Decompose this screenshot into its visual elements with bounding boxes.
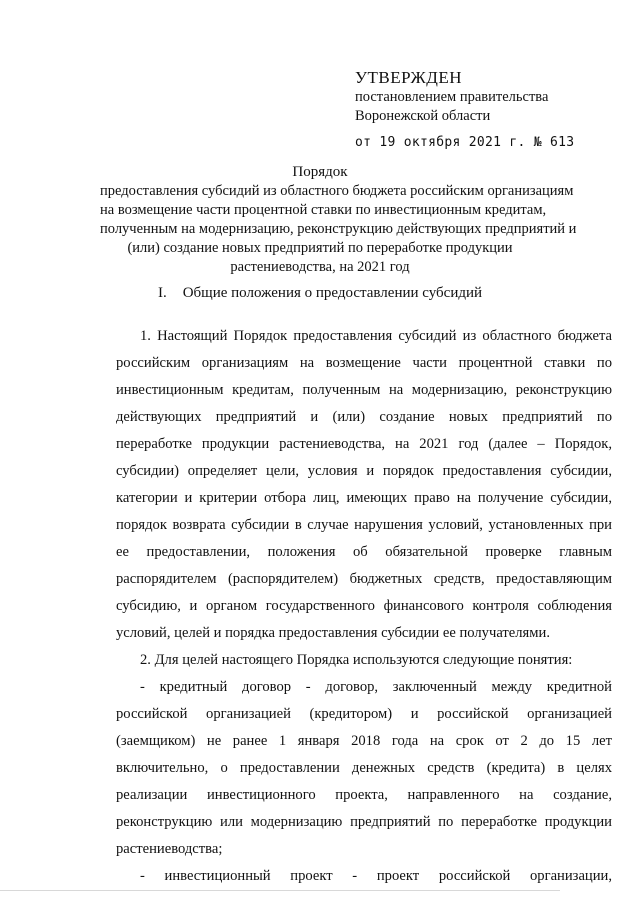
- document-subtitle-line: (или) создание новых предприятий по переработке продукции: [127, 240, 513, 256]
- paragraph-line: (заемщиком) не ранее 1 января 2018 года на срок от 2 до 15 лет: [116, 733, 612, 749]
- paragraph-line: переработке продукции растениеводства, на 2021 год (далее – Порядок,: [116, 436, 612, 452]
- paragraph-line: 1. Настоящий Порядок предоставления субсидий из областного бюджета: [140, 328, 612, 344]
- paragraph-line: - кредитный договор - договор, заключенный между кредитной: [140, 679, 612, 695]
- approval-block: [355, 68, 615, 152]
- paragraph-line: 2. Для целей настоящего Порядка используются следующие понятия:: [140, 652, 573, 668]
- document-title: Порядок: [292, 164, 348, 180]
- paragraph-line: включительно, о предоставлении денежных средств (кредита) в целях: [116, 760, 612, 776]
- paragraph-line: реконструкцию или модернизацию предприятий по переработке продукции: [116, 814, 612, 830]
- paragraph-line: категории и критерии отбора лиц, имеющих право на получение субсидии,: [116, 490, 612, 506]
- section-title: Общие положения о предоставлении субсидий: [182, 285, 483, 301]
- paragraph-line: российским организациям на возмещение части процентной ставки по: [116, 355, 612, 371]
- document-subtitle-line: на возмещение части процентной ставки по инвестиционным кредитам,: [100, 202, 547, 218]
- document-subtitle-line: предоставления субсидий из областного бюджета российским организациям: [100, 183, 574, 199]
- document-title-block: [100, 163, 577, 277]
- paragraph-line: субсидию, и органом государственного финансового контроля соблюдения: [116, 598, 612, 614]
- paragraph-line: растениеводства;: [116, 841, 223, 857]
- paragraph-line: ее предоставлении, положения об обязательной проверке главным: [116, 544, 612, 560]
- paragraph-line: действующих предприятий и (или) создание новых предприятий по: [116, 409, 612, 425]
- approval-title: УТВЕРЖДЕН: [355, 68, 462, 87]
- paragraph-line: российской организацией (кредитором) и российской организацией: [116, 706, 612, 722]
- document-subtitle-line: полученным на модернизацию, реконструкцию действующих предприятий и: [100, 221, 577, 237]
- paragraph-line: инвестиционным кредитам, полученным на модернизацию, реконструкцию: [116, 382, 612, 398]
- paragraph-line: субсидии) определяет цели, условия и порядок предоставления субсидии,: [116, 463, 612, 479]
- scan-edge-divider: [0, 890, 560, 891]
- section-number: I.: [157, 285, 167, 301]
- paragraph-line: - инвестиционный проект - проект российской организации,: [140, 868, 612, 884]
- paragraph-line: реализации инвестиционного проекта, направленного на создание,: [116, 787, 612, 803]
- document-subtitle-line: растениеводства, на 2021 год: [230, 259, 410, 275]
- paragraph-line: порядок возврата субсидии в случае нарушения условий, установленных при: [116, 517, 612, 533]
- body-text: [116, 323, 612, 890]
- section-heading: [100, 283, 540, 303]
- paragraph-line: распорядителем (распорядителем) бюджетных средств, предоставляющим: [116, 571, 612, 587]
- approval-line-1: постановлением правительства: [355, 89, 549, 105]
- approval-date-stamp: от 19 октября 2021 г. № 613: [355, 135, 575, 150]
- approval-line-2: Воронежской области: [355, 108, 491, 124]
- paragraph-line: условий, целей и порядка предоставления субсидии ее получателями.: [116, 625, 550, 641]
